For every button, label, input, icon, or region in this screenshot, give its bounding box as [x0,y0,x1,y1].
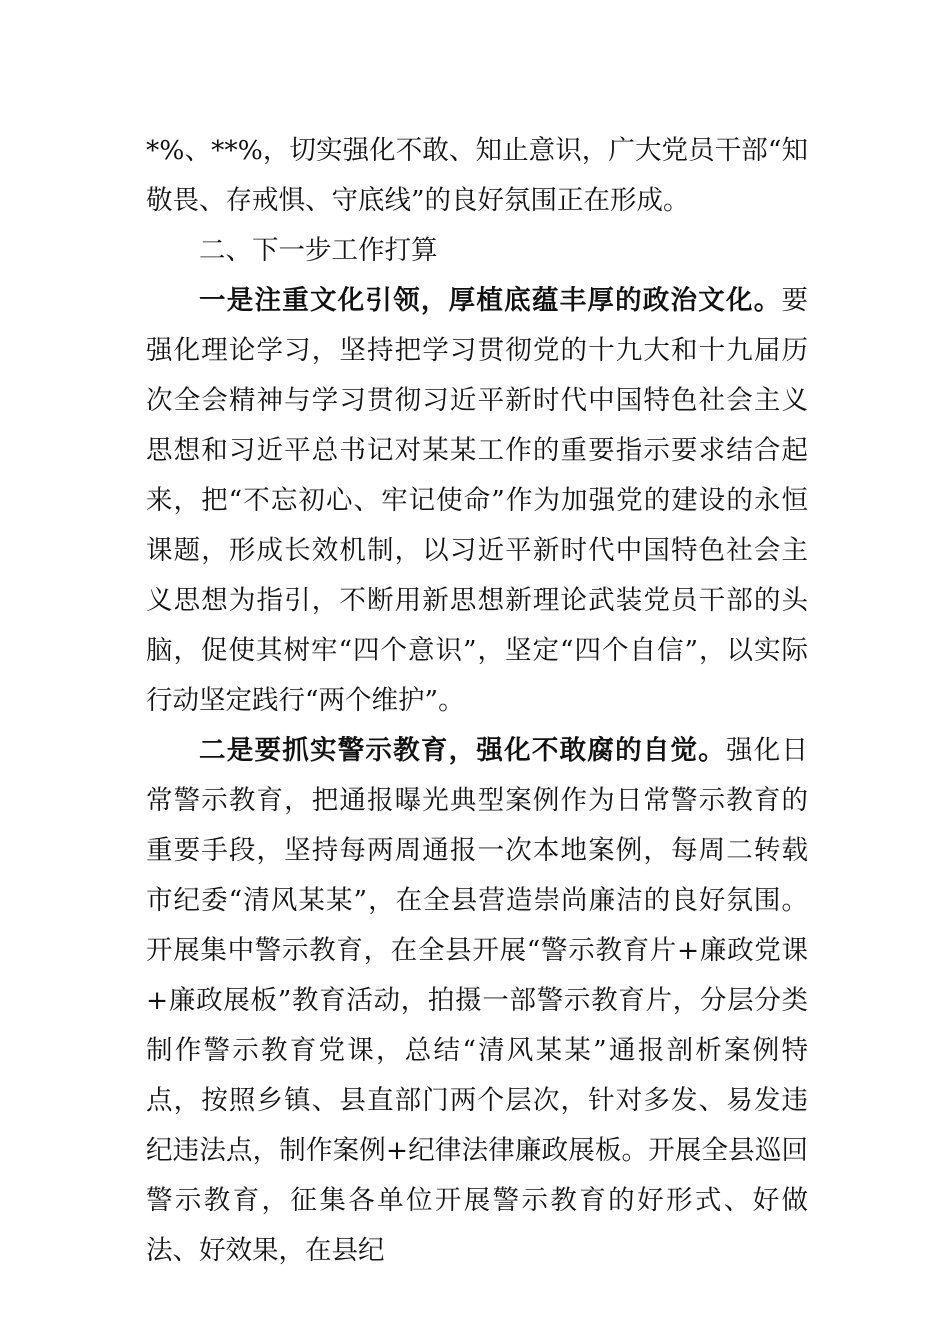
paragraph-body-warning: 强化日常警示教育，把通报曝光典型案例作为日常警示教育的重要手段，坚持每两周通报一次本地案例，每周二转载市纪委“清风某某”，在全县营造崇尚廉洁的良好氛围。开展集中警示教育，在全县开展“警示教育片+廉政党课+廉政展板”教育活动，拍摄一部警示教育片，分层分类制作警示教育党课，总结“清风某某”通报剖析案例特点，按照乡镇、县直部门两个层次，针对多发、易发违纪违法点，制作案例+纪律法律廉政展板。开展全县巡回警示教育，征集各单位开展警示教育的好形式、好做法、好效果，在县纪 [146,735,809,1266]
section-heading: 二、下一步工作打算 [199,235,438,266]
paragraph-body-culture: 要强化理论学习，坚持把学习贯彻党的十九大和十九届历次全会精神与学习贯彻习近平新时代中国特色社会主义思想和习近平总书记对某某工作的重要指示要求结合起来，把“不忘初心、牢记使命”作为加强党的建设的永恒课题，形成长效机制，以习近平新时代中国特色社会主义思想为指引，不断用新思想新理论武装党员干部的头脑，促使其树牢“四个意识”，坚定“四个自信”，以实际行动坚定践行“两个维护”。 [146,285,808,716]
paragraph-culture [146,276,808,726]
document-body [146,126,808,1276]
paragraph-lead-culture: 一是注重文化引领，厚植底蕴丰厚的政治文化。 [199,285,782,316]
paragraph-warning-education [146,726,808,1276]
paragraph-lead-warning: 二是要抓实警示教育，强化不敢腐的自觉。 [199,735,727,766]
paragraph-continuation: *%、**%，切实强化不敢、知止意识，广大党员干部“知敬畏、存戒惧、守底线”的良好氛围正在形成。 [146,135,808,216]
